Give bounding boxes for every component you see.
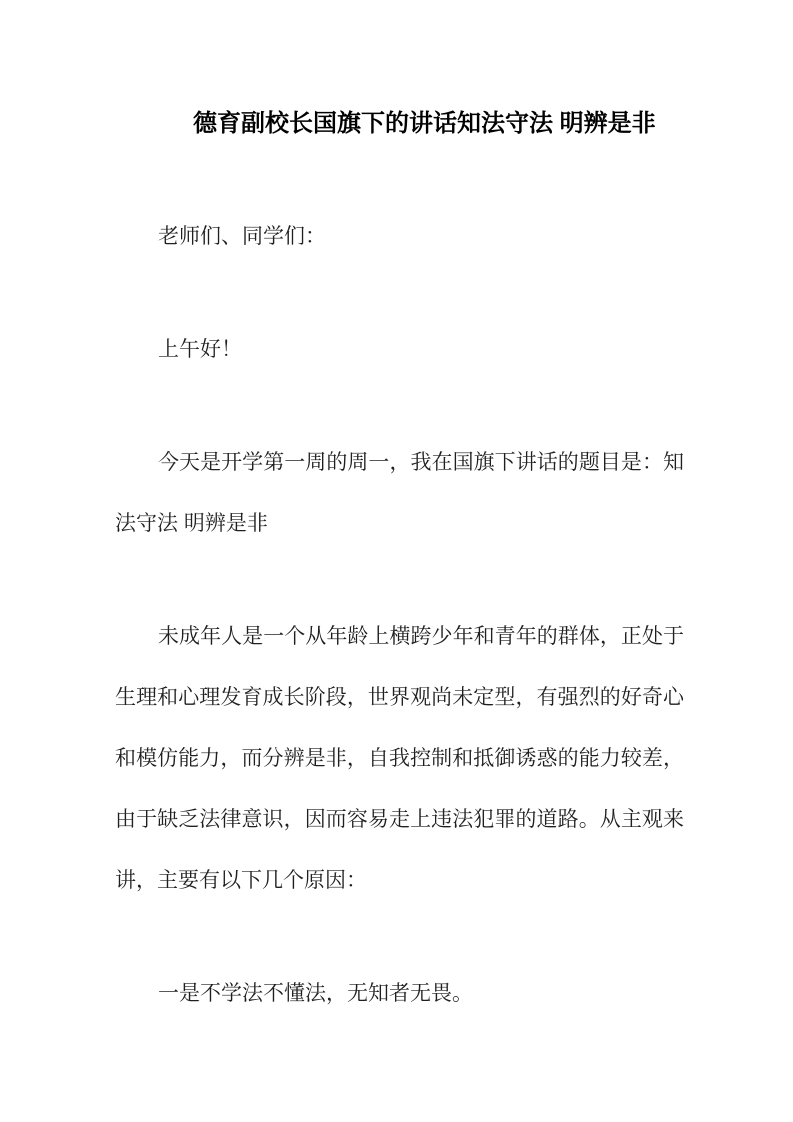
paragraph-topic-announcement: 今天是开学第一周的周一，我在国旗下讲话的题目是：知法守法 明辨是非 — [115, 451, 684, 535]
document-title: 德育副校长国旗下的讲话知法守法 明辨是非 — [193, 110, 656, 137]
paragraph-minors-description: 未成年人是一个从年龄上横跨少年和青年的群体，正处于生理和心理发育成长阶段，世界观尚未定型，有强烈的好奇心和模仿能力，而分辨是非，自我控制和抵御诱惑的能力较差，由于缺乏法律意识，因而容易走上违法犯罪的道路。从主观来讲，主要有以下几个原因： — [115, 625, 684, 892]
paragraph-greeting: 上午好！ — [158, 338, 242, 361]
paragraph-salutation: 老师们、同学们： — [158, 225, 326, 248]
document-page — [115, 0, 684, 1024]
paragraph-reason-one: 一是不学法不懂法，无知者无畏。 — [158, 982, 473, 1005]
